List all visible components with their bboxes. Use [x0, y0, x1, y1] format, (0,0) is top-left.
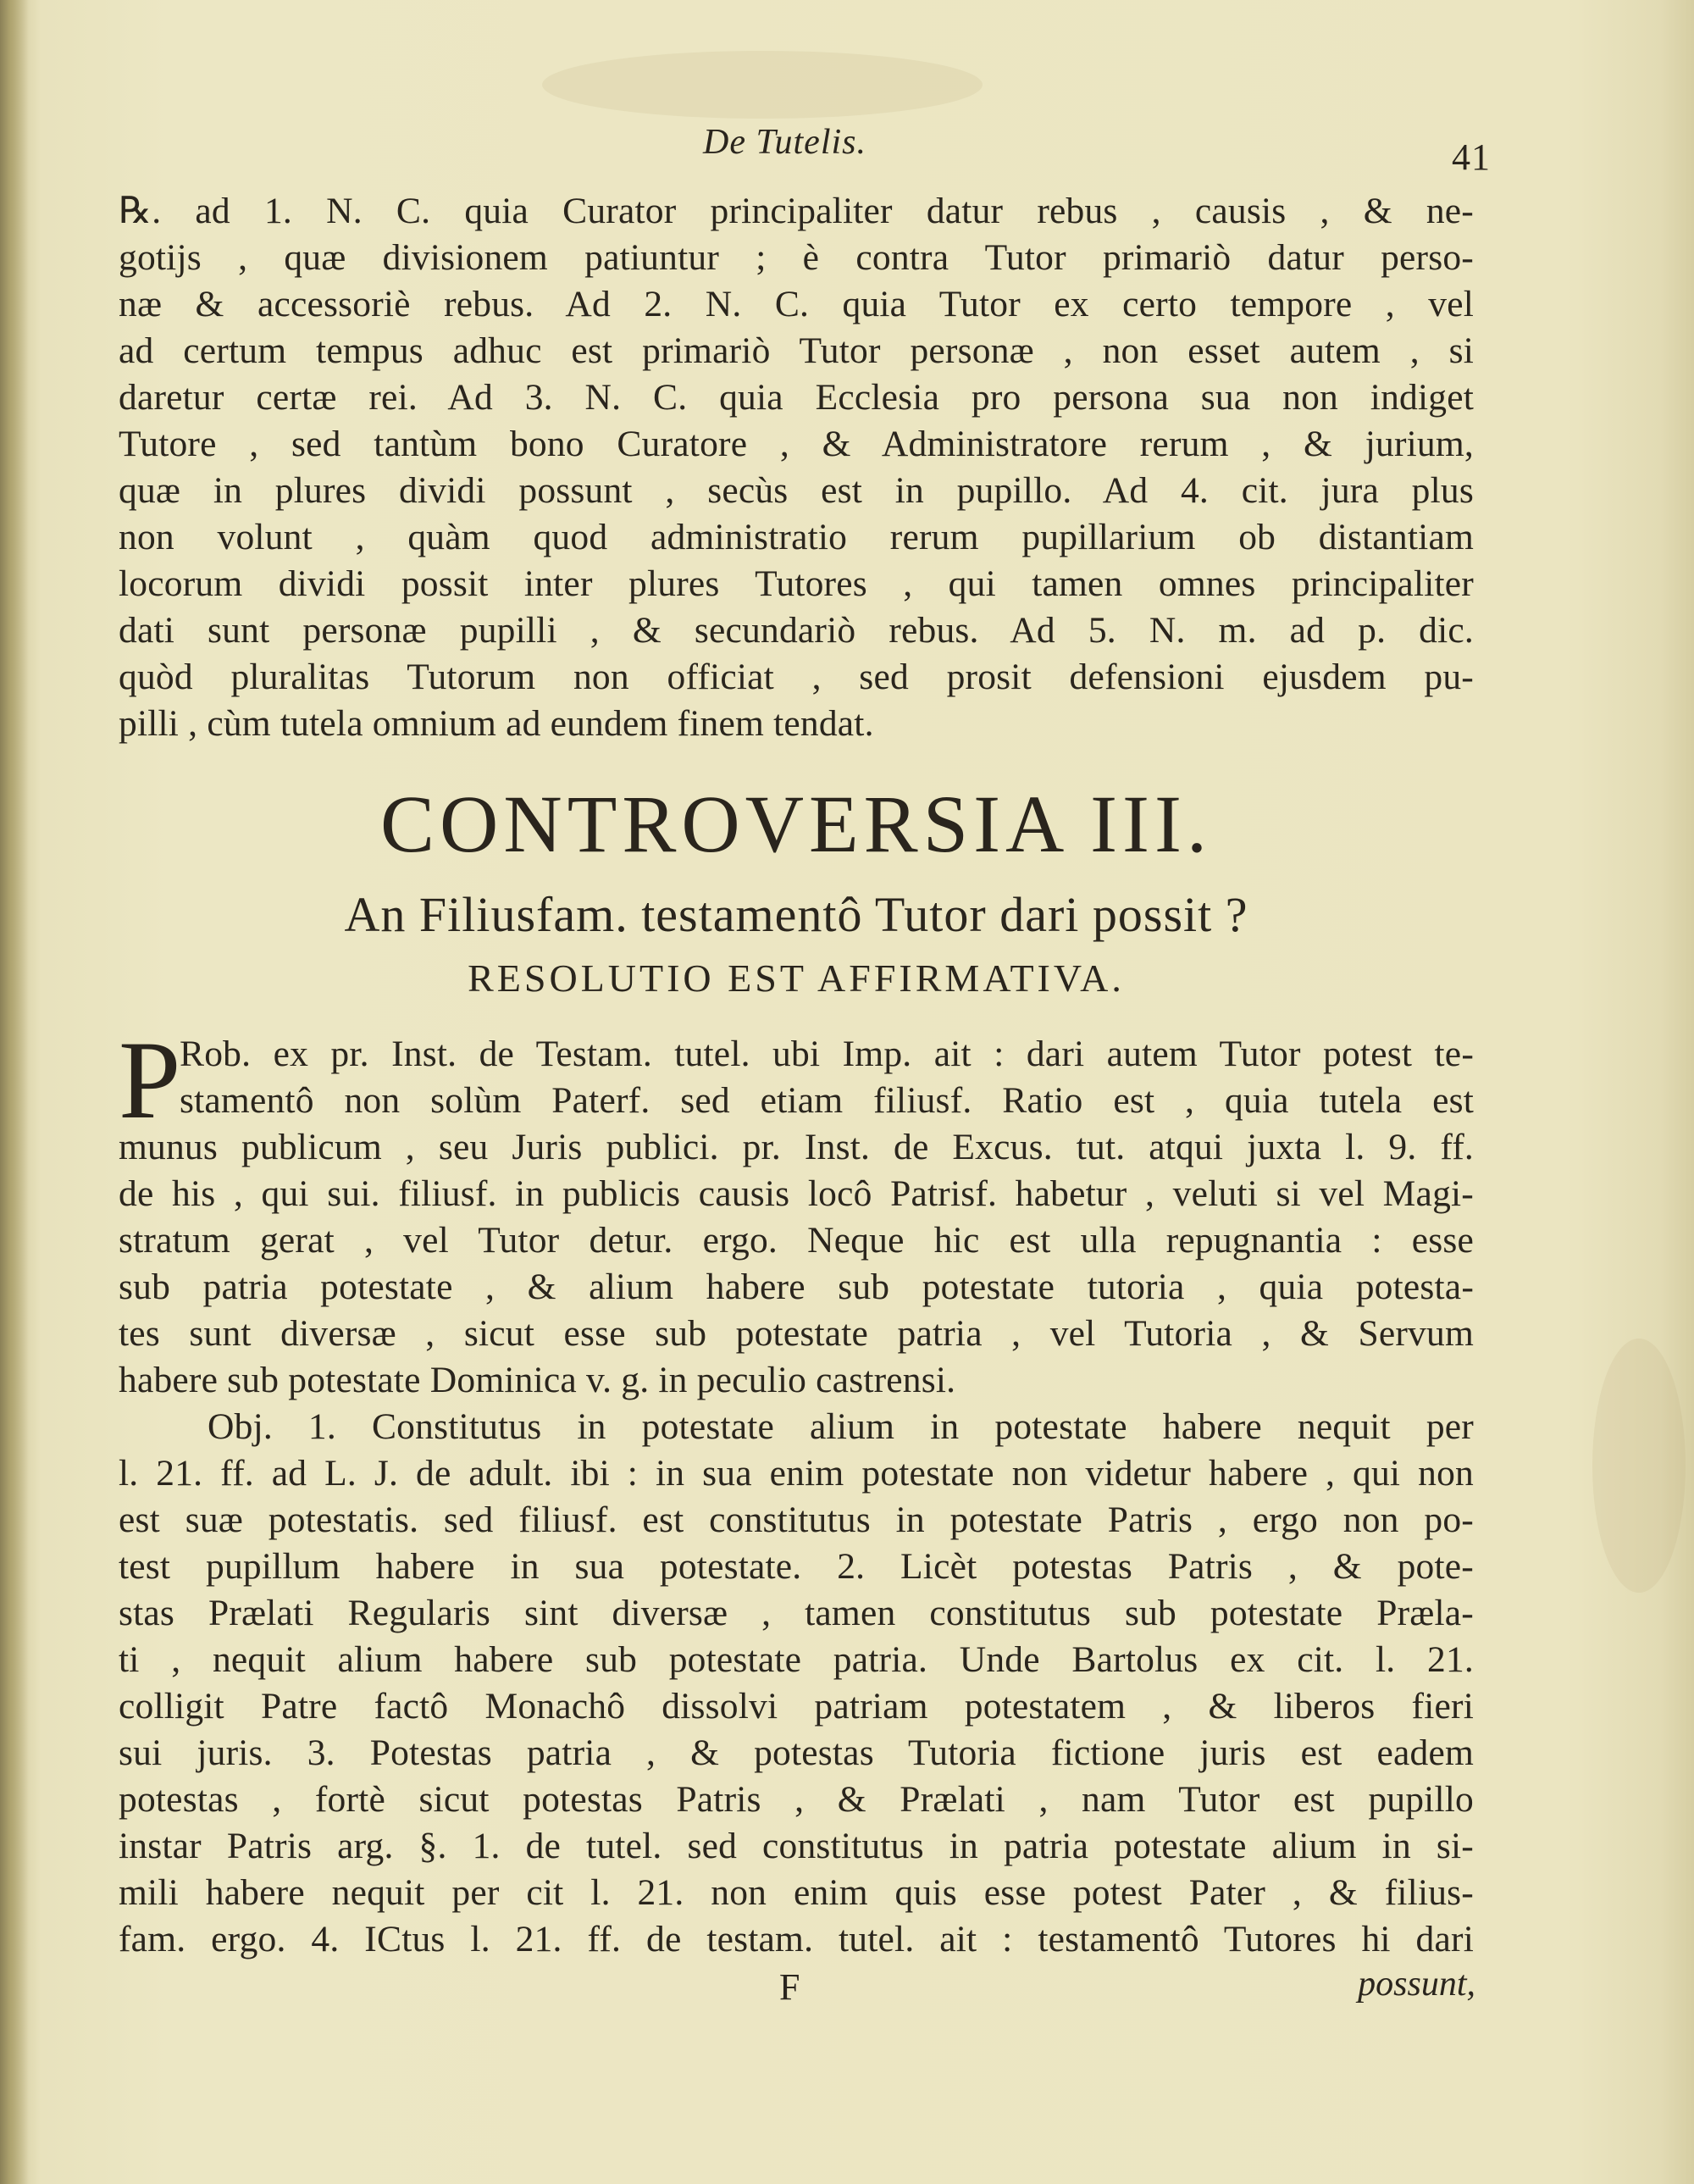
- page-header: [119, 119, 1491, 178]
- text-line: fam. ergo. 4. ICtus l. 21. ff. de testam. tutel. ait : testamentô Tutores hi dari: [119, 1919, 1474, 1960]
- text-line: instar Patris arg. §. 1. de tutel. sed constitutus in patria potestate alium in si-: [119, 1826, 1474, 1866]
- text-line: stas Prælati Regularis sint diversæ , tamen constitutus sub potestate Præla-: [119, 1593, 1474, 1633]
- text-line: næ & accessoriè rebus. Ad 2. N. C. quia Tutor ex certo tempore , vel: [119, 284, 1474, 324]
- paragraph-argument: [119, 1017, 1474, 1963]
- drop-cap: P: [119, 1017, 181, 1142]
- page-number: 41: [1452, 136, 1491, 178]
- text-line: quòd pluralitas Tutorum non officiat , sed prosit defensioni ejusdem pu-: [119, 657, 1474, 697]
- text-line: stamentô non solùm Paterf. sed etiam filiusf. Ratio est , quia tutela est: [180, 1080, 1474, 1121]
- paragraph-responses: [119, 188, 1474, 747]
- question-heading: An Filiusfam. testamentô Tutor dari possit ?: [344, 887, 1248, 942]
- text-line: locorum dividi possit inter plures Tutores , qui tamen omnes principaliter: [119, 563, 1474, 604]
- text-line: daretur certæ rei. Ad 3. N. C. quia Ecclesia pro persona sua non indiget: [119, 377, 1474, 418]
- text-line: habere sub potestate Dominica v. g. in peculio castrensi.: [119, 1360, 956, 1400]
- text-line: est suæ potestatis. sed filiusf. est constitutus in potestate Patris , ergo non po-: [119, 1499, 1474, 1540]
- text-line: Obj. 1. Constitutus in potestate alium in potestate habere nequit per: [208, 1406, 1474, 1447]
- text-line: ℞. ad 1. N. C. quia Curator principaliter datur rebus , causis , & ne-: [119, 191, 1474, 231]
- controversia-heading: CONTROVERSIA III.: [380, 779, 1212, 869]
- text-line: potestas , fortè sicut potestas Patris , & Prælati , nam Tutor est pupillo: [119, 1779, 1474, 1820]
- text-line: sub patria potestate , & alium habere sub potestate tutoria , quia potesta-: [119, 1267, 1474, 1307]
- paper-stain: [1592, 1339, 1686, 1593]
- text-line: mili habere nequit per cit l. 21. non enim quis esse potest Pater , & filius-: [119, 1872, 1474, 1913]
- text-line: Tutore , sed tantùm bono Curatore , & Administratore rerum , & jurium,: [119, 424, 1474, 464]
- text-line: l. 21. ff. ad L. J. de adult. ibi : in sua enim potestate non videtur habere , qui non: [119, 1453, 1474, 1494]
- text-line: Rob. ex pr. Inst. de Testam. tutel. ubi Imp. ait : dari autem Tutor potest te-: [180, 1034, 1474, 1074]
- text-line: gotijs , quæ divisionem patiuntur ; è contra Tutor primariò datur perso-: [119, 237, 1474, 278]
- catchword: possunt,: [1358, 1965, 1475, 2004]
- signature-mark: F: [779, 1966, 800, 2008]
- text-line: pilli , cùm tutela omnium ad eundem finem tendat.: [119, 703, 874, 744]
- text-line: dati sunt personæ pupilli , & secundariò rebus. Ad 5. N. m. ad p. dic.: [119, 610, 1474, 651]
- text-line: ti , nequit alium habere sub potestate patria. Unde Bartolus ex cit. l. 21.: [119, 1639, 1474, 1680]
- text-line: test pupillum habere in sua potestate. 2. Licèt potestas Patris , & pote-: [119, 1546, 1474, 1587]
- running-title: De Tutelis.: [703, 123, 867, 162]
- text-line: ad certum tempus adhuc est primariò Tutor personæ , non esset autem , si: [119, 330, 1474, 371]
- text-line: non volunt , quàm quod administratio rerum pupillarium ob distantiam: [119, 517, 1474, 557]
- text-line: munus publicum , seu Juris publici. pr. Inst. de Excus. tut. atqui juxta l. 9. ff.: [119, 1127, 1474, 1167]
- resolution-heading: RESOLUTIO EST AFFIRMATIVA.: [468, 956, 1125, 1000]
- text-line: colligit Patre factô Monachô dissolvi patriam potestatem , & liberos fieri: [119, 1686, 1474, 1727]
- binding-shadow: [0, 0, 29, 2184]
- text-line: quæ in plures dividi possunt , secùs est in pupillo. Ad 4. cit. jura plus: [119, 470, 1474, 511]
- paper-stain: [542, 51, 983, 119]
- text-line: stratum gerat , vel Tutor detur. ergo. Neque hic est ulla repugnantia : esse: [119, 1220, 1474, 1261]
- text-line: sui juris. 3. Potestas patria , & potestas Tutoria fictione juris est eadem: [119, 1732, 1474, 1773]
- text-line: tes sunt diversæ , sicut esse sub potestate patria , vel Tutoria , & Servum: [119, 1313, 1474, 1354]
- text-line: de his , qui sui. filiusf. in publicis causis locô Patrisf. habetur , veluti si vel Magi-: [119, 1173, 1474, 1214]
